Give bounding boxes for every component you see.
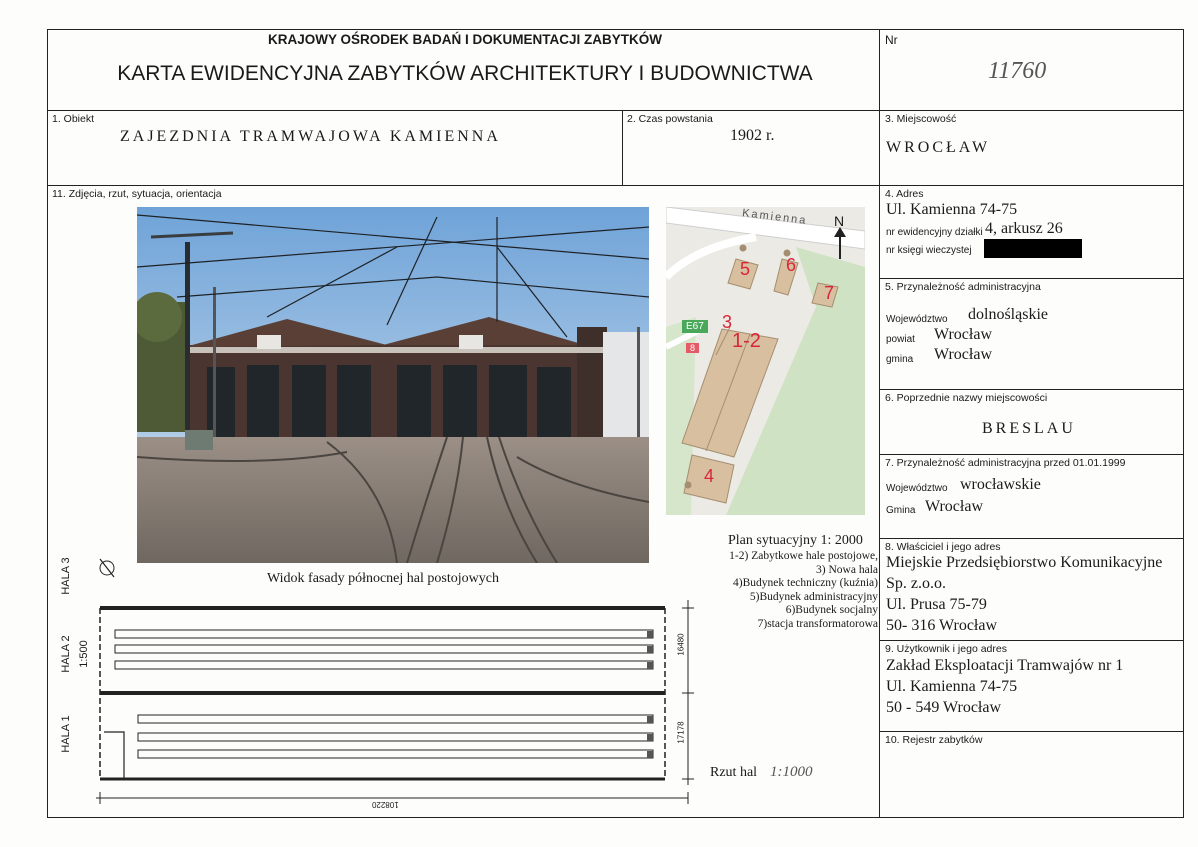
- obiekt-label: 1. Obiekt: [52, 113, 95, 125]
- hala2-label: HALA 2: [60, 635, 72, 673]
- ksiega-label: nr księgi wieczystej: [886, 245, 972, 256]
- divider-poprzednie: [879, 454, 1184, 455]
- north-arrowhead-icon: [834, 227, 846, 237]
- divider-wlasciciel: [879, 640, 1184, 641]
- przynaleznosc-label: 5. Przynależność administracyjna: [885, 281, 1041, 293]
- powiat-value: Wrocław: [934, 326, 992, 343]
- dim-height-h1: 17178: [676, 721, 686, 744]
- map-num-1-2: 1-2: [732, 330, 761, 352]
- adres-label: 4. Adres: [885, 188, 924, 200]
- legend-item: 1-2) Zabytkowe hale postojowe,: [729, 550, 878, 562]
- uzytkownik-label: 9. Użytkownik i jego adres: [885, 643, 1007, 655]
- wlasciciel-line4: 50- 316 Wrocław: [886, 617, 998, 634]
- gmina-value: Wrocław: [934, 346, 992, 363]
- uzytkownik-line1: Zakład Eksploatacji Tramwajów nr 1: [886, 657, 1124, 674]
- przed-woj-value: wrocławskie: [960, 476, 1041, 493]
- divider-obiekt: [622, 110, 623, 186]
- divider-row2: [47, 185, 1184, 186]
- divider-przed: [879, 538, 1184, 539]
- form-title: KARTA EWIDENCYJNA ZABYTKÓW ARCHITEKTURY I BUDOWNICTWA: [117, 62, 813, 85]
- czas-label: 2. Czas powstania: [627, 113, 713, 125]
- hala1-label: HALA 1: [60, 715, 72, 753]
- site-map: [666, 207, 865, 515]
- floor-plan-scale: 1:500: [78, 640, 90, 668]
- map-street-label: Kamienna: [741, 207, 809, 227]
- dzialka-label: nr ewidencyjny działki: [886, 227, 983, 238]
- legend-item: 5)Budynek administracyjny: [749, 590, 878, 603]
- nr-label: Nr: [885, 33, 898, 47]
- ksiega-redacted: [984, 239, 1082, 258]
- hala3-label: HALA 3: [60, 557, 72, 595]
- dim-height-h2: 16480: [676, 633, 686, 656]
- zdjecia-label: 11. Zdjęcia, rzut, sytuacja, orientacja: [52, 188, 222, 200]
- rejestr-label: 10. Rejestr zabytków: [885, 734, 983, 746]
- map-num-4: 4: [704, 466, 715, 486]
- dzialka-value: 4, arkusz 26: [985, 220, 1063, 237]
- rzut-scale-handwritten: 1:1000: [770, 764, 813, 780]
- wlasciciel-label: 8. Właściciel i jego adres: [885, 541, 1001, 553]
- photo-caption: Widok fasady północnej hal postojowych: [267, 571, 499, 586]
- route-badge: 8: [686, 343, 699, 353]
- przed-gmina-label: Gmina: [886, 505, 916, 516]
- przed-woj-label: Województwo: [886, 483, 948, 494]
- divider-uzytkownik: [879, 731, 1184, 732]
- institution-name: KRAJOWY OŚRODEK BADAŃ I DOKUMENTACJI ZABYTKÓW: [267, 32, 662, 47]
- map-num-7: 7: [824, 283, 835, 303]
- map-num-3: 3: [722, 312, 733, 332]
- facade-photo: [137, 207, 649, 563]
- legend-item: 6)Budynek socjalny: [785, 604, 878, 616]
- miejscowosc-value: WROCŁAW: [886, 139, 991, 156]
- legend-item: 4)Budynek techniczny (kuźnia): [733, 577, 878, 589]
- przed-label: 7. Przynależność administracyjna przed 01.01.1999: [885, 457, 1126, 469]
- uzytkownik-line2: Ul. Kamienna 74-75: [886, 678, 1018, 695]
- poprzednie-value: BRESLAU: [982, 420, 1076, 437]
- floor-plan-drawing: [90, 590, 700, 810]
- poprzednie-label: 6. Poprzednie nazwy miejscowości: [885, 392, 1048, 404]
- divider-right-column: [879, 110, 880, 818]
- divider-adres: [879, 278, 1184, 279]
- legend-item: 3) Nowa hala: [816, 563, 878, 576]
- compass-icon: [97, 558, 117, 578]
- miejscowosc-label: 3. Miejscowość: [885, 113, 957, 125]
- woj-label: Województwo: [886, 314, 948, 325]
- map-num-6: 6: [786, 255, 797, 275]
- obiekt-value: ZAJEZDNIA TRAMWAJOWA KAMIENNA: [120, 128, 501, 145]
- dim-width: 108220: [372, 800, 399, 809]
- site-plan-scale: Plan sytuacyjny 1: 2000: [728, 533, 863, 548]
- map-north-label: N: [834, 213, 845, 229]
- rzut-label: Rzut hal: [710, 765, 758, 780]
- nr-handwritten-value: 11760: [988, 58, 1047, 84]
- woj-value: dolnośląskie: [968, 306, 1048, 323]
- uzytkownik-line3: 50 - 549 Wrocław: [886, 699, 1002, 716]
- adres-street: Ul. Kamienna 74-75: [886, 201, 1018, 218]
- map-num-5: 5: [740, 259, 751, 279]
- powiat-label: powiat: [886, 334, 915, 345]
- czas-value: 1902 r.: [730, 127, 775, 144]
- przed-gmina-value: Wrocław: [925, 498, 983, 515]
- divider-przynaleznosc: [879, 389, 1184, 390]
- gmina-label: gmina: [886, 354, 914, 365]
- wlasciciel-line1: Miejskie Przedsiębiorstwo Komunikacyjne: [886, 554, 1163, 571]
- wlasciciel-line3: Ul. Prusa 75-79: [886, 596, 987, 613]
- wlasciciel-line2: Sp. z.o.o.: [886, 575, 946, 592]
- divider-row1: [47, 110, 1184, 111]
- legend-item: 7)stacja transformatorowa: [757, 617, 878, 630]
- road-badge: E67: [682, 320, 708, 333]
